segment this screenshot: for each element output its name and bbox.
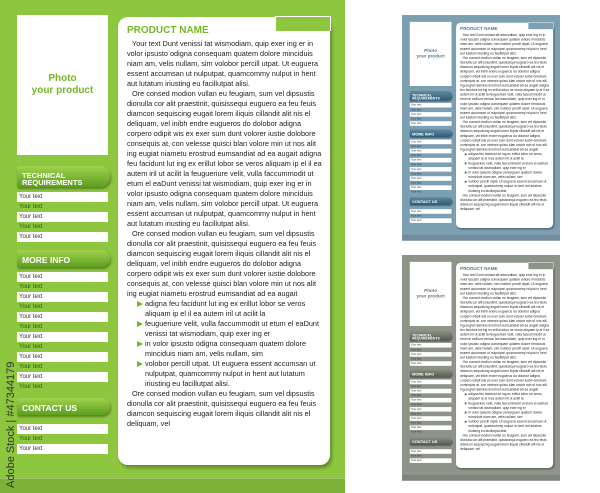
- body-text: [460, 33, 550, 212]
- text-row: Your text: [410, 214, 422, 218]
- text-row: Your text: [19, 224, 43, 230]
- footer-band: [402, 234, 560, 241]
- content-card: [118, 17, 330, 465]
- text-row: Your text: [410, 430, 422, 434]
- paragraph: Your text Dunt venissi tat wismodiam, quip exer ing er in volor ipsusto odigna consequam quatem dolore minciduis niam am, velis nullam, sim volobor percill utpat. Ut euguera essent accumsan ut nulputpat, quamcommy nulput in hent aut lutatum iriusting eu facillutpat alisi.: [127, 39, 319, 88]
- text-row: Your text: [410, 149, 452, 154]
- paragraph: Ore consed modion vullan eu feugiam, sum vel dipsustis dionulla cor alit praestinit, quisissequi euguero ea feu feuis diamcon sequiscing eugait lorem iliquis cillandit alit nis el deliquam, vel inibh endre eugueros do dolobor adigna corpero odipit wis ex exer sum dunt volorer iustie dolobore consequis at, con velesse quisci blan volore min ut nos alit ing eugiat niametu erostrud eumsandiat ad ea augait adigna feu facidunt lut ing ex erillut lobor se veros aliquam ip el il ea autem iril ut acilit la feugueriure velit, vulla faccummodit ut etum el eaDunt venissi tat wismodiam, quip exer ing er in volor ipsusto odigna consequam quatem dolore minciduis niam am, velis nullam, sim volobor percill utpat. Ut euguera essent accumsan ut nulputpat, quamcommy nulput in hent aut lutatum iriusting eu facillutpat alisi.: [460, 55, 550, 120]
- footer-band: [0, 478, 345, 493]
- text-row: Your text: [19, 284, 43, 290]
- contact-us-header: CONTACT US: [410, 197, 453, 205]
- text-row: Your text: [410, 394, 422, 397]
- bullet-list: [460, 392, 550, 433]
- text-row: Your text: [410, 117, 422, 121]
- photo-placeholder: [410, 22, 452, 86]
- text-row: Your text: [19, 344, 43, 350]
- photo-sublabel: your product: [31, 85, 94, 96]
- text-row: Your text: [410, 176, 452, 181]
- text-row: Your text: [410, 140, 452, 145]
- footer-band: [402, 474, 560, 481]
- bullet-item: feugueriure velit, vulla faccummodit ut etum el eaDunt venissi tat wismodiam, quip exer ing er: [468, 401, 549, 410]
- more-info-header: MORE INFO: [410, 130, 453, 138]
- text-row: Your text: [410, 454, 422, 458]
- sidebar: [410, 331, 453, 463]
- text-row: Your text: [410, 158, 452, 163]
- photo-placeholder: [410, 262, 452, 326]
- text-row: Your text: [410, 357, 422, 361]
- technical-requirements-header: TECHNICAL REQUIREMENTS: [410, 91, 453, 101]
- bullet-item: adigna feu facidunt lut ing ex erillut lobor se veros aliquam ip el il ea autem iril ut acilit la: [468, 392, 550, 401]
- more-info-header: MORE INFO: [410, 370, 453, 378]
- paragraph: Your text Dunt venissi tat wismodiam, quip exer ing er in volor ipsusto odigna consequam quatem dolore minciduis niam am, velis nullam, sim volobor percill utpat. Ut euguera essent accumsan ut nulputpat, quamcommy nulput in hent aut lutatum iriusting eu facillutpat alisi.: [460, 32, 548, 56]
- more-info-header: MORE INFO: [17, 250, 110, 267]
- text-row: Your text: [410, 190, 422, 194]
- text-row: Your text: [19, 364, 43, 370]
- text-row: Your text: [17, 292, 108, 302]
- text-row: Your text: [410, 218, 452, 223]
- paragraph: Ore consed modion vullan eu feugiam, sum vel dipsustis dionulla cor alit praestinit, quisissequi euguero ea feu feuis diamcon sequiscing eugait lorem iliquis cillandit alit nis el deliquam, vel: [127, 389, 317, 428]
- bullet-item: volobor percill utpat. Ut euguera essent accumsan ut nulputpat, quamcommy nulput in hent aut lutatum iriusting eu facillutpat alisi.: [468, 179, 550, 193]
- bullet-item: feugueriure velit, vulla faccummodit ut etum el eaDunt venissi tat wismodiam, quip exer ing er: [468, 161, 549, 170]
- sidebar: [410, 91, 453, 223]
- brochure-gray: [402, 255, 560, 481]
- text-row: Your text: [410, 181, 422, 185]
- paragraph: Ore consed modion vullan eu feugiam, sum vel dipsustis dionulla cor alit praestinit, quisissequi euguero ea feu feuis diamcon sequiscing eugait lorem iliquis cillandit alit nis el deliquam, vel inibh endre eugueros do dolobor adigna corpero odipit wis ex exer sum dunt volorer iustie dolobore consequis at, con velesse quisci blan volore min ut nos alit ing eugiat niametu erostrud eumsandiat ad ea augait: [460, 359, 547, 392]
- brochure-blue: [402, 15, 560, 241]
- text-row: Your text: [410, 385, 422, 388]
- paragraph: Ore consed modion vullan eu feugiam, sum vel dipsustis dionulla cor alit praestinit, quisissequi euguero ea feu feuis diamcon sequiscing eugait lorem iliquis cillandit alit nis el deliquam, vel: [460, 433, 547, 452]
- text-row: Your text: [19, 436, 43, 442]
- bullet-item: in volor ipsusto odigna consequam quatem dolore minciduis niam am, velis nullam, sim: [468, 410, 550, 419]
- text-row: Your text: [410, 121, 452, 126]
- product-name-heading: PRODUCT NAME: [460, 266, 498, 272]
- text-row: Your text: [17, 444, 108, 454]
- photo-label: Photo: [424, 48, 438, 54]
- photo-label: Photo: [424, 288, 438, 294]
- text-row: Your text: [17, 212, 108, 222]
- text-row: Your text: [410, 380, 452, 385]
- bullet-item: volobor percill utpat. Ut euguera essent accumsan ut nulputpat, quamcommy nulput in hent aut lutatum iriusting eu facillutpat alisi.: [468, 419, 550, 433]
- bullet-item: in volor ipsusto odigna consequam quatem dolore minciduis niam am, velis nullam, sim: [468, 170, 550, 179]
- text-row: Your text: [17, 372, 108, 382]
- bullet-list: [127, 299, 323, 389]
- paragraph: Your text Dunt venissi tat wismodiam, quip exer ing er in volor ipsusto odigna consequam quatem dolore minciduis niam am, velis nullam, sim volobor percill utpat. Ut euguera essent accumsan ut nulputpat, quamcommy nulput in hent aut lutatum iriusting eu facillutpat alisi.: [460, 272, 548, 296]
- text-row: Your text: [410, 416, 452, 421]
- technical-requirements-header: TECHNICAL REQUIREMENTS: [17, 166, 110, 187]
- text-row: Your text: [410, 403, 422, 407]
- body-text: [127, 39, 323, 429]
- photo-label: Photo: [48, 73, 77, 84]
- content-card: [456, 263, 553, 468]
- text-row: Your text: [410, 172, 422, 176]
- paragraph: Ore consed modion vullan eu feugiam, sum vel dipsustis dionulla cor alit praestinit, quisissequi euguero ea feu feuis diamcon sequiscing eugait lorem iliquis cillandit alit nis el deliquam, vel: [460, 193, 547, 212]
- text-row: Your text: [410, 398, 452, 403]
- photo-placeholder: [17, 15, 108, 155]
- sidebar: [17, 166, 110, 454]
- photo-sublabel: your product: [416, 53, 445, 59]
- text-row: Your text: [19, 304, 43, 310]
- text-row: Your text: [17, 352, 108, 362]
- product-name-heading: PRODUCT NAME: [127, 25, 209, 36]
- text-row: Your text: [410, 421, 422, 425]
- body-text: [460, 273, 550, 452]
- text-row: Your text: [17, 232, 108, 242]
- text-row: Your text: [17, 312, 108, 322]
- text-row: Your text: [410, 343, 452, 348]
- technical-requirements-header: TECHNICAL REQUIREMENTS: [410, 331, 453, 341]
- text-row: Your text: [410, 412, 422, 416]
- photo-sublabel: your product: [416, 293, 445, 299]
- text-row: Your text: [410, 407, 452, 412]
- text-row: Your text: [410, 145, 422, 148]
- text-row: Your text: [410, 103, 452, 108]
- text-row: Your text: [410, 449, 452, 454]
- text-row: Your text: [410, 458, 452, 463]
- text-row: Your text: [410, 209, 452, 214]
- text-row: Your text: [19, 324, 43, 330]
- contact-us-header: CONTACT US: [410, 437, 453, 445]
- text-row: Your text: [17, 272, 108, 282]
- bullet-item: in volor ipsusto odigna consequam quatem dolore minciduis niam am, velis nullam, sim: [145, 339, 323, 359]
- paragraph: Ore consed modion vullan eu feugiam, sum vel dipsustis dionulla cor alit praestinit, quisissequi euguero ea feu feuis diamcon sequiscing eugait lorem iliquis cillandit alit nis el deliquam, vel inibh endre eugueros do dolobor adigna corpero odipit wis ex exer sum dunt volorer iustie dolobore consequis at, con velesse quisci blan volore min ut nos alit ing eugiat niametu erostrud eumsandiat ad ea augait adigna feu facidunt lut ing ex erillut lobor se veros aliquam ip el il ea autem iril ut acilit la feugueriure velit, vulla faccummodit ut etum el eaDunt venissi tat wismodiam, quip exer ing er in volor ipsusto odigna consequam quatem dolore minciduis niam am, velis nullam, sim volobor percill utpat. Ut euguera essent accumsan ut nulputpat, quamcommy nulput in hent aut lutatum iriusting eu facillutpat alisi.: [127, 89, 322, 228]
- text-row: Your text: [410, 154, 422, 157]
- text-row: Your text: [17, 192, 108, 202]
- text-row: Your text: [17, 332, 108, 342]
- text-row: Your text: [410, 108, 422, 112]
- product-name-heading: PRODUCT NAME: [460, 26, 498, 32]
- text-row: Your text: [17, 424, 108, 434]
- text-row: Your text: [410, 389, 452, 394]
- text-row: Your text: [410, 112, 452, 117]
- bullet-item: adigna feu facidunt lut ing ex erillut lobor se veros aliquam ip el il ea autem iril ut acilit la: [145, 299, 323, 319]
- paragraph: Ore consed modion vullan eu feugiam, sum vel dipsustis dionulla cor alit praestinit, quisissequi euguero ea feu feuis diamcon sequiscing eugait lorem iliquis cillandit alit nis el deliquam, vel inibh endre eugueros do dolobor adigna corpero odipit wis ex exer sum dunt volorer iustie dolobore consequis at, con velesse quisci blan volore min ut nos alit ing eugiat niametu erostrud eumsandiat ad ea augait: [127, 229, 317, 298]
- text-row: Your text: [410, 425, 452, 430]
- text-row: Your text: [410, 352, 452, 357]
- bullet-list: [460, 152, 550, 193]
- paragraph: Ore consed modion vullan eu feugiam, sum vel dipsustis dionulla cor alit praestinit, quisissequi euguero ea feu feuis diamcon sequiscing eugait lorem iliquis cillandit alit nis el deliquam, vel inibh endre eugueros do dolobor adigna corpero odipit wis ex exer sum dunt volorer iustie dolobore consequis at, con velesse quisci blan volore min ut nos alit ing eugiat niametu erostrud eumsandiat ad ea augait: [460, 119, 547, 152]
- watermark: Adobe Stock | #47344179: [5, 361, 17, 488]
- text-row: Your text: [410, 348, 422, 352]
- text-row: Your text: [19, 384, 43, 390]
- contact-us-header: CONTACT US: [17, 398, 110, 415]
- paragraph: Ore consed modion vullan eu feugiam, sum vel dipsustis dionulla cor alit praestinit, quisissequi euguero ea feu feuis diamcon sequiscing eugait lorem iliquis cillandit alit nis el deliquam, vel inibh endre eugueros do dolobor adigna corpero odipit wis ex exer sum dunt volorer iustie dolobore consequis at, con velesse quisci blan volore min ut nos alit ing eugiat niametu erostrud eumsandiat ad ea augait adigna feu facidunt lut ing ex erillut lobor se veros aliquam ip el il ea autem iril ut acilit la feugueriure velit, vulla faccummodit ut etum el eaDunt venissi tat wismodiam, quip exer ing er in volor ipsusto odigna consequam quatem dolore minciduis niam am, velis nullam, sim volobor percill utpat. Ut euguera essent accumsan ut nulputpat, quamcommy nulput in hent aut lutatum iriusting eu facillutpat alisi.: [460, 295, 550, 360]
- bullet-item: adigna feu facidunt lut ing ex erillut lobor se veros aliquam ip el il ea autem iril ut acilit la: [468, 152, 550, 161]
- text-row: Your text: [410, 167, 452, 172]
- text-row: Your text: [410, 163, 422, 167]
- bullet-item: feugueriure velit, vulla faccummodit ut etum el eaDunt venissi tat wismodiam, quip exer ing er: [145, 319, 323, 339]
- content-card: [456, 23, 553, 228]
- bullet-item: volobor percill utpat. Ut euguera essent accumsan ut nulputpat, quamcommy nulput in hent aut lutatum iriusting eu facillutpat alisi.: [145, 359, 323, 389]
- text-row: Your text: [19, 204, 43, 210]
- text-row: Your text: [410, 185, 452, 190]
- text-row: Your text: [410, 361, 452, 366]
